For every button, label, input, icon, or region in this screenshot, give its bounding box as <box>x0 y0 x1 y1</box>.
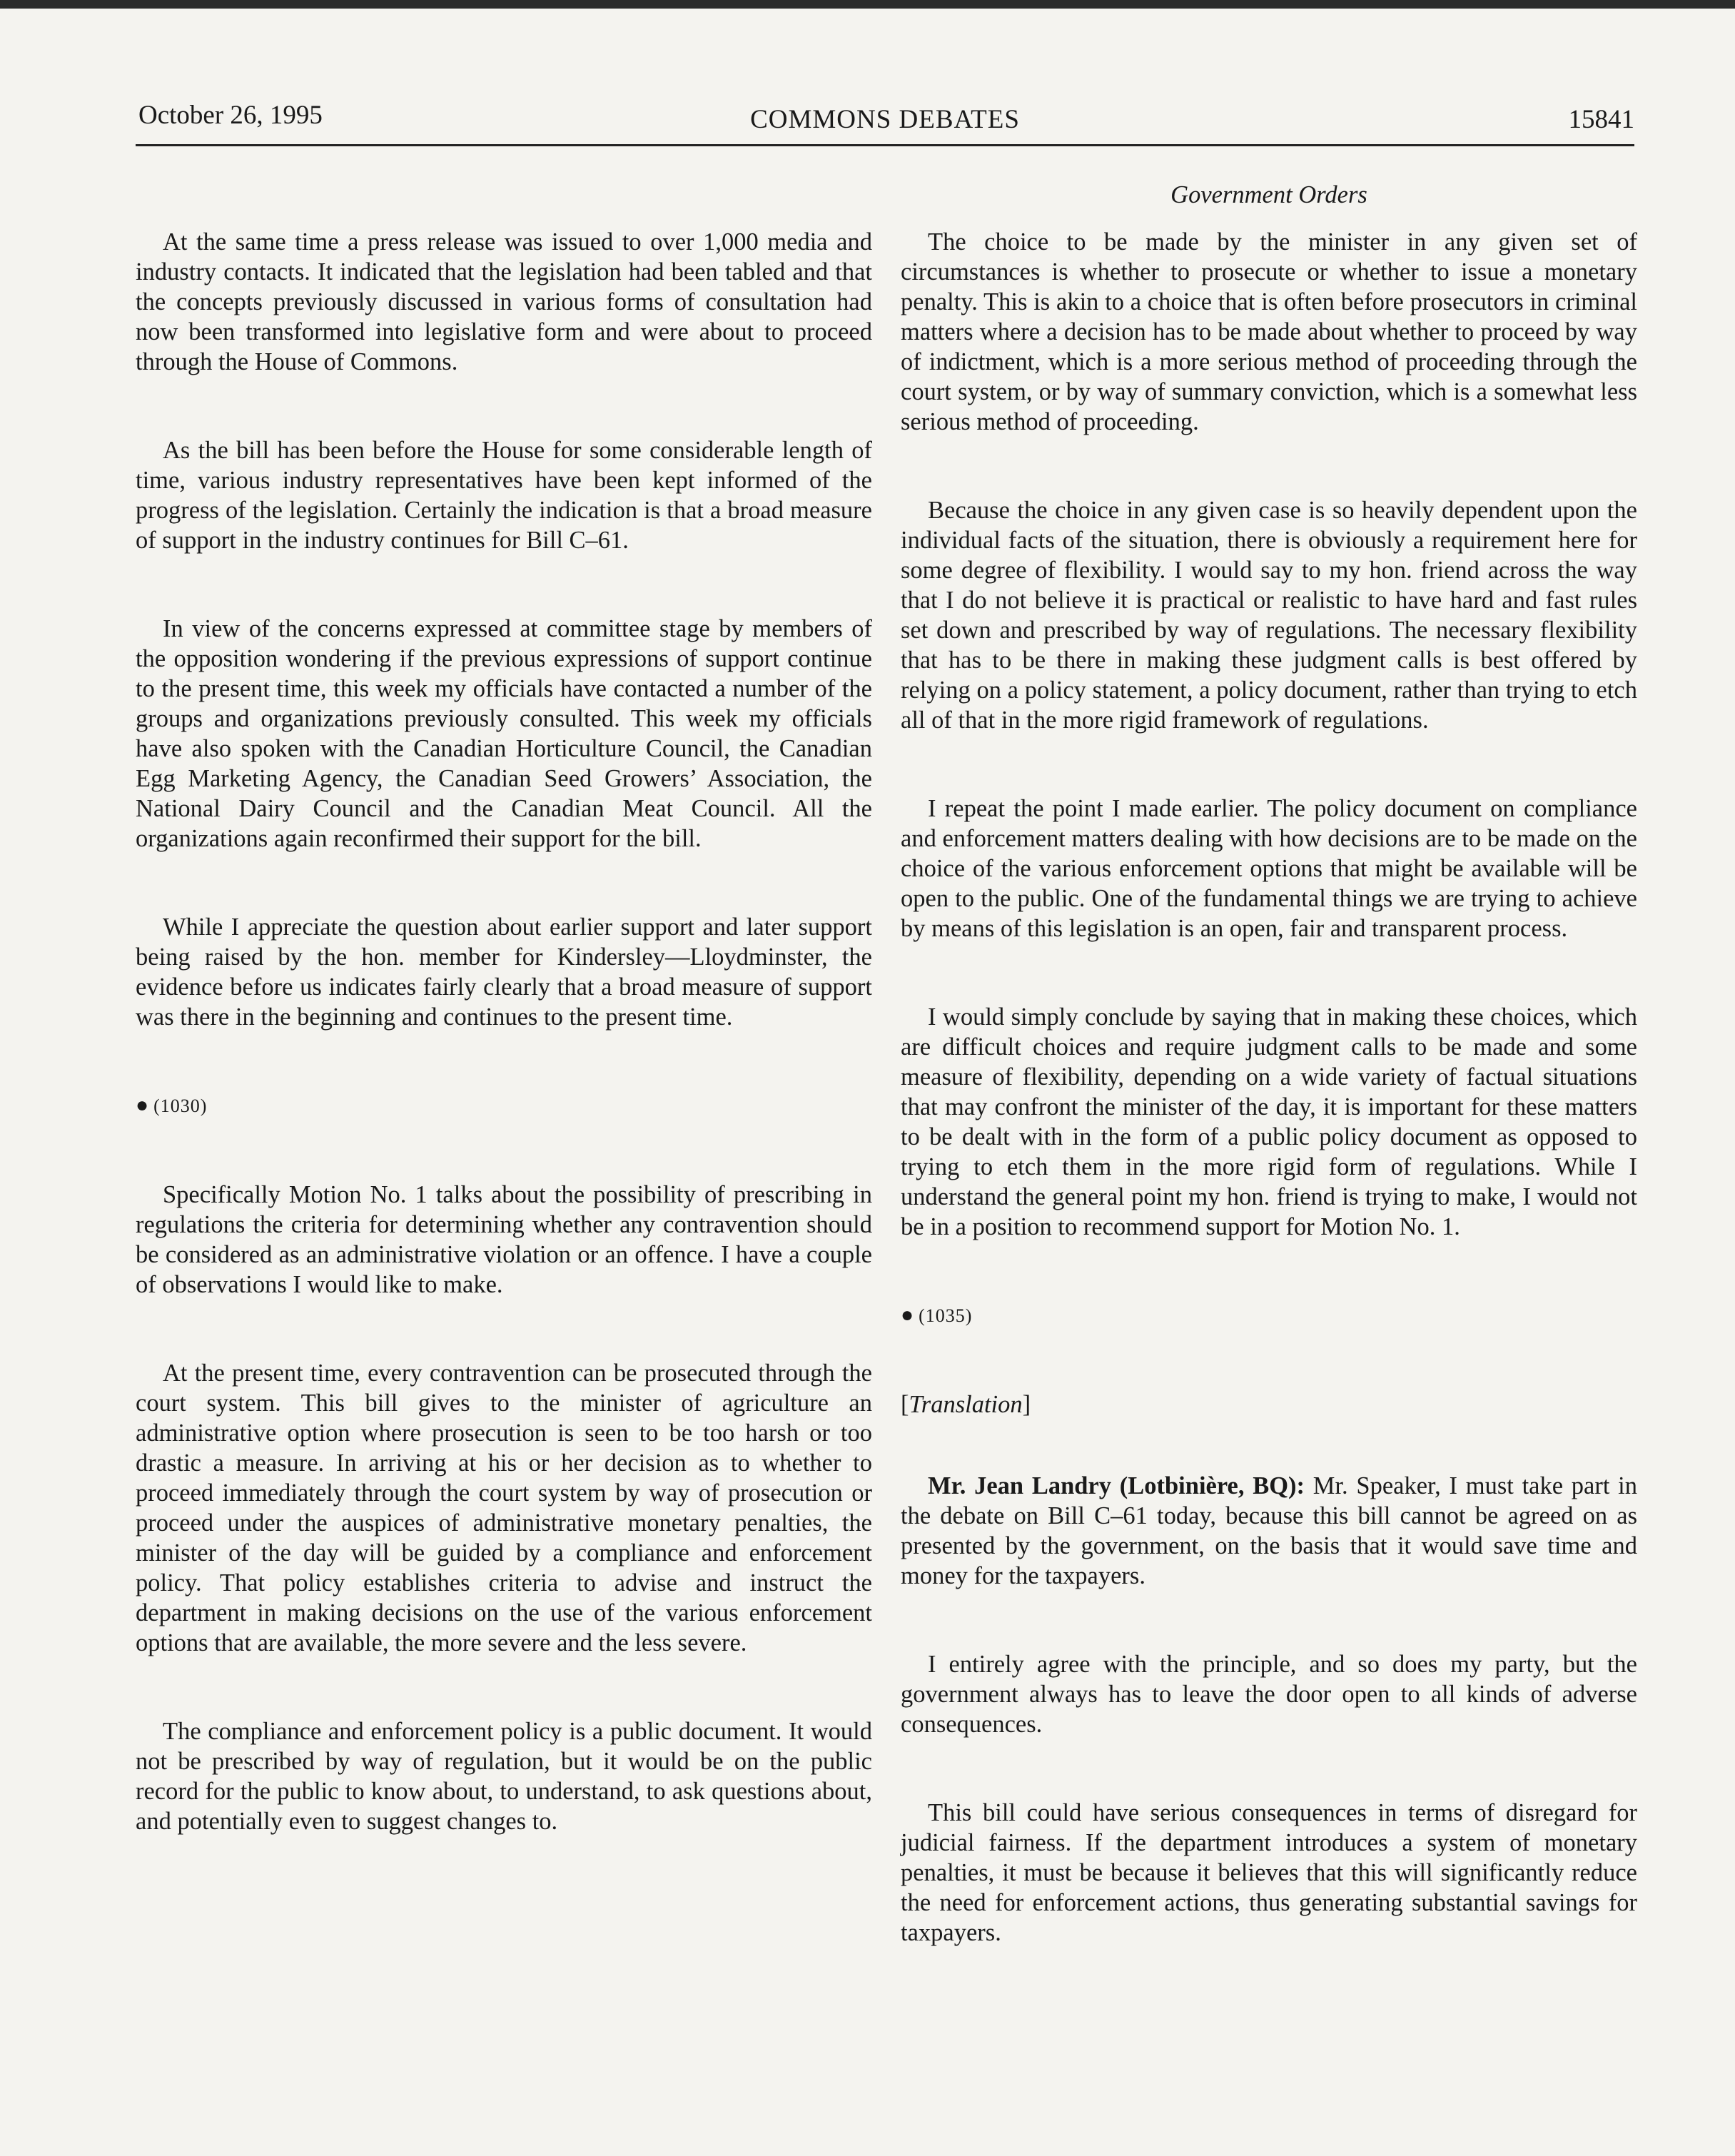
paragraph: I entirely agree with the principle, and so does my party, but the government always has to leave the door open to all kinds of adverse consequences. <box>901 1651 1637 1738</box>
paragraph: While I appreciate the question about earlier support and later support being raised by the hon. member for Kindersley—Lloydminster, the evidence before us indicates fairly clearly that a broad measure of support was there in the beginning and continues to the present time. <box>136 913 872 1031</box>
time-marker-text: (1035) <box>919 1305 973 1326</box>
paragraph: The choice to be made by the minister in any given set of circumstances is whether to prosecute or whether to issue a monetary penalty. This is akin to a choice that is often before prosecutors in criminal matters where a decision has to be made about whether to proceed by way of indictment, which is a more serious method of proceeding through the court system, or by way of summary conviction, which is a somewhat less serious method of proceeding. <box>901 228 1637 435</box>
speech-text: Mr. Speaker, I must take part in the debate on Bill C–61 today, because this bill cannot be agreed on as presented by the government, on the basis that it would save time and money for the taxpayers. <box>901 1472 1637 1589</box>
left-column <box>136 227 872 1895</box>
scan-top-edge <box>0 0 1735 9</box>
time-marker-text: (1030) <box>153 1095 208 1116</box>
paragraph: At the present time, every contravention can be prosecuted through the court system. This bill gives to the minister of agriculture an administrative option where prosecution is seen to be too harsh or too drastic a measure. In arriving at his or her decision as to whether to proceed immediately through the court system by way of prosecution or proceed under the auspices of administrative monetary penalties, the minister of the day will be guided by a compliance and enforcement policy. That policy establishes criteria to advise and instruct the department in making decisions on the use of the various enforcement options that are available, the more severe and the less severe. <box>136 1360 872 1656</box>
time-marker <box>901 1300 1637 1331</box>
paragraph: This bill could have serious consequences in terms of disregard for judicial fairness. If the department introduces a system of monetary penalties, it must be because it believes that this will significantly reduce the need for enforcement actions, thus generating substantial savings for taxpayers. <box>901 1799 1637 1946</box>
bullet-icon: ● <box>901 1303 915 1327</box>
bullet-icon: ● <box>136 1093 150 1117</box>
bracket-close: ] <box>1022 1391 1031 1418</box>
speaker-name: Mr. Jean Landry (Lotbinière, BQ): <box>928 1472 1305 1499</box>
paragraph: I repeat the point I made earlier. The policy document on compliance and enforcement matters dealing with how decisions are to be made on the choice of the various enforcement options that might be available will be open to the public. One of the fundamental things we are trying to achieve by means of this legislation is an open, fair and transparent process. <box>901 795 1637 942</box>
paragraph: I would simply conclude by saying that in making these choices, which are difficult choices and require judgment calls to be made and some measure of flexibility, depending on a wide variety of factual situations that may confront the minister of the day, it is important for these matters to be dealt with in the form of a public policy document as opposed to trying to etch them in the more rigid form of regulations. While I understand the general point my hon. friend is trying to make, I would not be in a position to recommend support for Motion No. 1. <box>901 1003 1637 1240</box>
paragraph: At the same time a press release was issued to over 1,000 media and industry contacts. It indicated that the legislation had been tabled and that the concepts previously discussed in various forms of consultation had now been transformed into legislative form and were about to proceed through the House of Commons. <box>136 228 872 375</box>
right-column <box>901 227 1637 2006</box>
paragraph: As the bill has been before the House for some considerable length of time, various industry representatives have been kept informed of the progress of the legislation. Certainly the indication is that a broad measure of support in the industry continues for Bill C–61. <box>136 437 872 554</box>
time-marker <box>136 1090 872 1121</box>
bracket-open: [ <box>901 1391 909 1418</box>
header-date: October 26, 1995 <box>138 101 323 130</box>
translation-text: Translation <box>909 1391 1023 1418</box>
paragraph: Specifically Motion No. 1 talks about the possibility of prescribing in regulations the criteria for determining whether any contravention should be considered as an administrative violation or an offence. I have a couple of observations I would like to make. <box>136 1181 872 1298</box>
section-heading: Government Orders <box>1170 181 1367 208</box>
paragraph: Because the choice in any given case is so heavily dependent upon the individual facts of the situation, there is obviously a requirement here for some degree of flexibility. I would say to my hon. friend across the way that I do not believe it is practical or realistic to have hard and fast rules set down and prescribed by way of regulations. The necessary flexibility that has to be there in making these judgment calls is best offered by relying on a policy statement, a policy document, rather than trying to etch all of that in the more rigid framework of regulations. <box>901 497 1637 734</box>
speech-paragraph <box>901 1471 1637 1591</box>
translation-label <box>901 1390 1637 1419</box>
header-title: COMMONS DEBATES <box>750 105 1020 134</box>
paragraph: In view of the concerns expressed at committee stage by members of the opposition wondering if the previous expressions of support continue to the present time, this week my officials have contacted a number of the groups and organizations previously consulted. This week my officials have also spoken with the Canadian Horticulture Council, the Canadian Egg Marketing Agency, the Canadian Seed Growers’ Association, the National Dairy Council and the Canadian Meat Council. All the organizations again reconfirmed their support for the bill. <box>136 615 872 852</box>
paragraph: The compliance and enforcement policy is a public document. It would not be prescribed by way of regulation, but it would be on the public record for the public to know about, to understand, to ask questions about, and potentially even to suggest changes to. <box>136 1718 872 1835</box>
page-header <box>136 100 1634 146</box>
page-number: 15841 <box>1568 105 1634 134</box>
